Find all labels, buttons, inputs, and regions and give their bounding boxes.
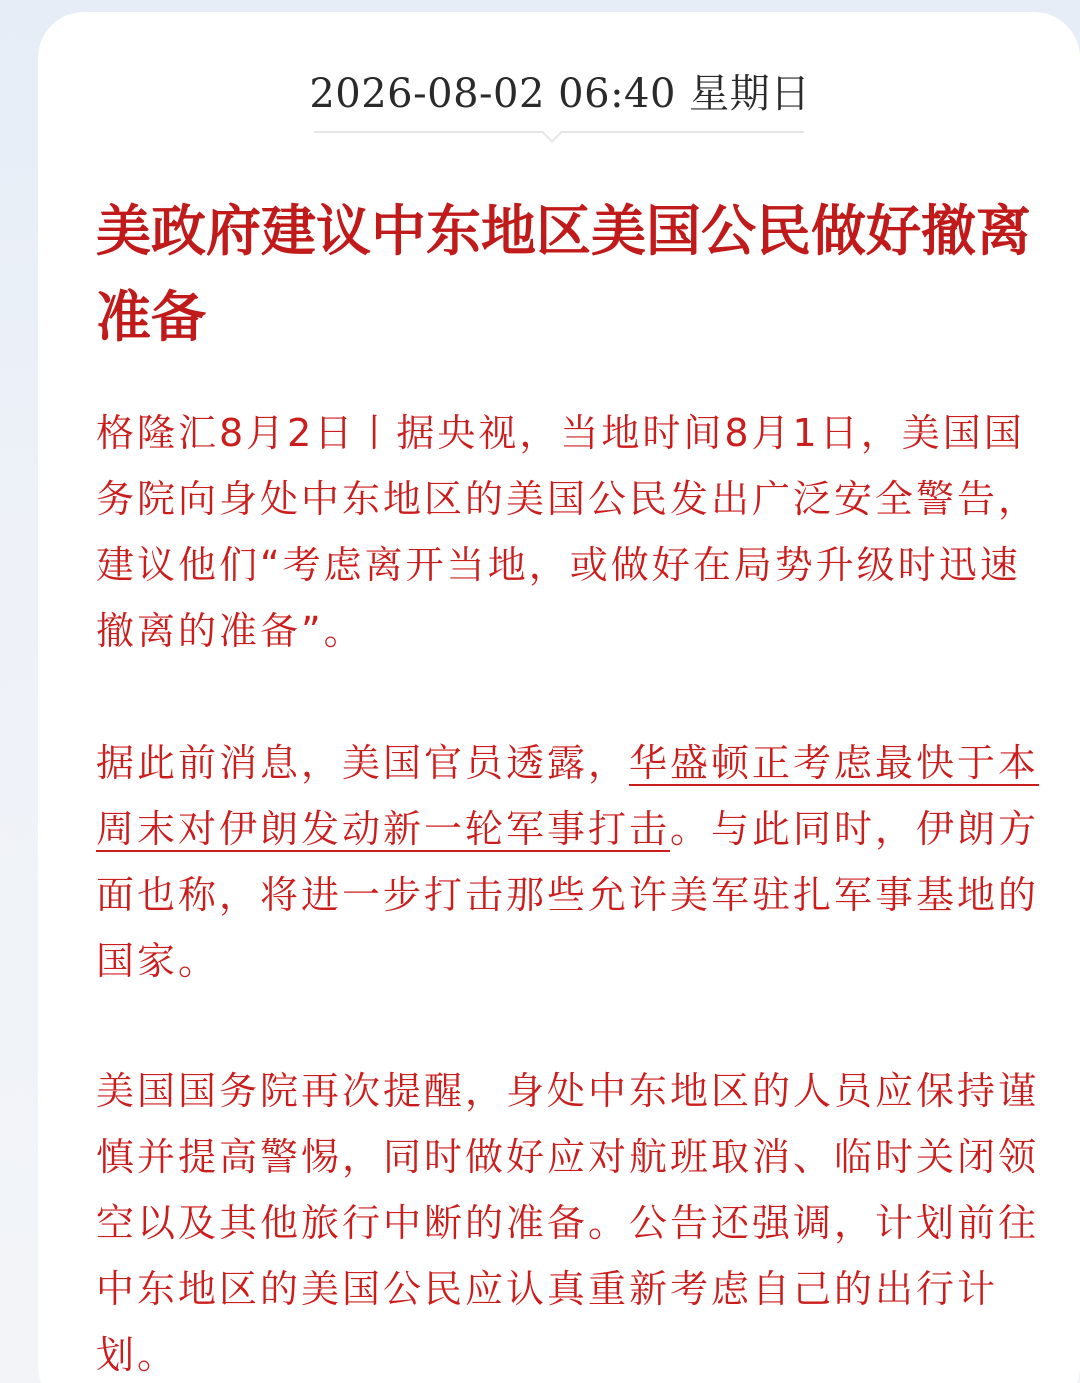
article-headline: 美政府建议中东地区美国公民做好撤离准备: [96, 198, 1032, 349]
article-dateline: 2026-08-02 06:40 星期日: [309, 71, 811, 117]
paragraph-2-rest: 。与此同时，伊朗方面也称，将进一步打击那些允许美军驻扎军事基地的国家。: [96, 807, 1040, 983]
article-paragraph-1: 格隆汇8月2日丨据央视，当地时间8月1日，美国国务院向身处中东地区的美国公民发出广泛安全警告，建议他们“考虑离开当地，或做好在局势升级时迅速撤离的准备”。: [96, 411, 1040, 653]
article-paragraph-2: [96, 730, 1046, 994]
paragraph-2-intro: 据此前消息，美国官员透露，: [96, 741, 630, 785]
related-news-link[interactable]: 华盛顿正考虑最快于本周末对伊朗发动新一轮军事打击: [96, 741, 1040, 851]
article-paragraph-3: 美国国务院再次提醒，身处中东地区的人员应保持谨慎并提高警惕，同时做好应对航班取消、临时关闭领空以及其他旅行中断的准备。公告还强调，计划前往中东地区的美国公民应认真重新考虑自己的出行计划。: [96, 1069, 1040, 1377]
